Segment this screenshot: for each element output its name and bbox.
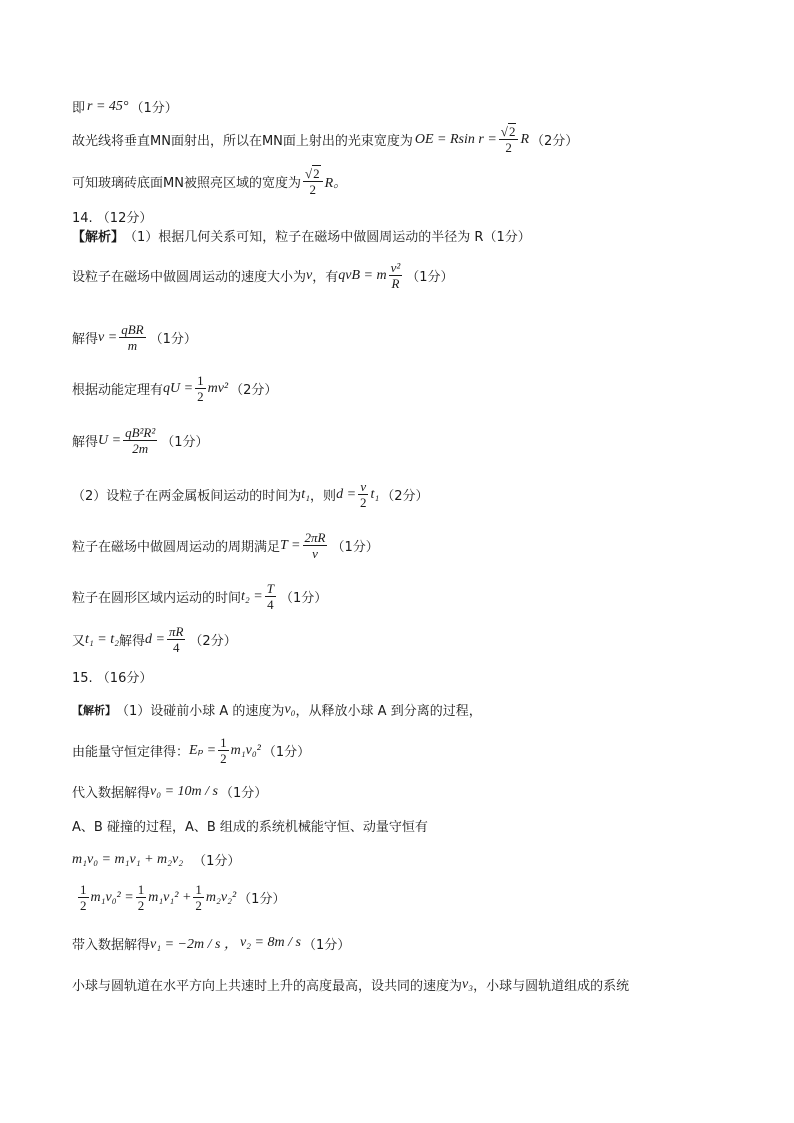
score: （1分） bbox=[193, 854, 241, 869]
equation: v₂ = 8m / s bbox=[239, 935, 301, 950]
score: （2分） bbox=[230, 383, 278, 398]
text: 设粒子在磁场中做圆周运动的速度大小为 bbox=[72, 270, 307, 285]
fraction bbox=[167, 624, 185, 655]
fraction bbox=[265, 581, 276, 612]
text: 代入数据解得 bbox=[72, 786, 151, 801]
score: （1分） bbox=[130, 101, 178, 116]
fraction bbox=[119, 322, 145, 353]
denominator: 2 bbox=[505, 140, 512, 155]
score: （2分） bbox=[189, 634, 237, 649]
equation: v = bbox=[98, 329, 118, 345]
equation: d = bbox=[336, 486, 357, 502]
text: 故光线将垂直MN面射出，所以在MN面上射出的光束宽度为 bbox=[72, 134, 413, 149]
score: （2分） bbox=[381, 489, 429, 504]
text: ，有 bbox=[312, 270, 339, 285]
numerator: πR bbox=[168, 624, 184, 639]
line-9 bbox=[72, 425, 209, 456]
denominator: m bbox=[127, 338, 138, 353]
line-7 bbox=[72, 322, 197, 353]
text: 小球与圆轨道在水平方向上共速时上升的高度最高，设共同的速度为 bbox=[72, 979, 463, 994]
text: A、B 碰撞的过程，A、B 组成的系统机械能守恒、动量守恒有 bbox=[72, 820, 428, 835]
numerator: v² bbox=[390, 260, 401, 275]
numerator: √2 bbox=[499, 124, 519, 140]
denominator: 2 bbox=[309, 182, 317, 197]
equation: d = bbox=[145, 631, 165, 647]
score: （2分） bbox=[531, 134, 579, 149]
equation: v₁ = −2m / s ， bbox=[150, 937, 238, 952]
denominator: 4 bbox=[172, 640, 180, 655]
score: （1分） bbox=[302, 937, 351, 953]
denominator: 2 bbox=[80, 898, 87, 913]
variable: v₀ bbox=[284, 701, 296, 717]
text: 粒子在磁场中做圆周运动的周期满足 bbox=[72, 540, 281, 555]
equation-tail: m₁v₀² bbox=[230, 742, 261, 758]
text: 又 bbox=[72, 634, 86, 649]
line-13 bbox=[72, 624, 237, 655]
text: 可知玻璃砖底面MN被照亮区域的宽度为 bbox=[72, 176, 301, 191]
fraction bbox=[195, 373, 206, 404]
text: 由能量守恒定律得： bbox=[72, 745, 190, 760]
equation-tail: R。 bbox=[324, 175, 348, 191]
denominator: 2 bbox=[137, 898, 145, 913]
line-12 bbox=[72, 581, 327, 612]
text: ，从释放小球 A 到分离的过程， bbox=[295, 704, 482, 719]
numerator: qB²R² bbox=[125, 425, 156, 440]
numerator: 1 bbox=[197, 373, 204, 388]
text: 粒子在圆形区域内运动的时间 bbox=[72, 591, 242, 606]
score: （1分） bbox=[279, 591, 328, 606]
fraction bbox=[303, 166, 323, 197]
section-title: 15. （16分） bbox=[72, 671, 153, 686]
score: （1分） bbox=[262, 745, 311, 760]
line-15 bbox=[72, 700, 482, 719]
fraction bbox=[193, 882, 204, 913]
denominator: 2m bbox=[132, 441, 149, 456]
line-19 bbox=[72, 850, 240, 869]
equation: U = bbox=[98, 432, 122, 448]
equation: v₀ = 10m / s bbox=[150, 783, 218, 799]
line-1 bbox=[72, 97, 178, 116]
variable: v₃ bbox=[462, 976, 474, 992]
equation: m₁v₀² = bbox=[90, 889, 134, 905]
line-8 bbox=[72, 373, 277, 404]
fraction bbox=[499, 124, 519, 155]
line-14 bbox=[72, 667, 152, 686]
text: ，小球与圆轨道组成的系统 bbox=[473, 979, 630, 994]
line-20 bbox=[76, 882, 285, 913]
numerator: √2 bbox=[303, 166, 323, 182]
numerator: T bbox=[266, 581, 274, 596]
score: （1分） bbox=[238, 892, 286, 907]
equation: t₁ = t₂ bbox=[85, 631, 119, 647]
text: 解得 bbox=[72, 332, 99, 347]
equation: Eₚ = bbox=[189, 743, 217, 758]
denominator: 2 bbox=[197, 389, 204, 404]
denominator: 2 bbox=[195, 898, 202, 913]
line-4 bbox=[72, 207, 152, 226]
fraction bbox=[218, 735, 229, 766]
line-22 bbox=[72, 975, 629, 994]
line-17 bbox=[72, 782, 267, 801]
variable: t₁ bbox=[301, 486, 311, 502]
denominator: 2 bbox=[360, 495, 367, 510]
score: （1分） bbox=[220, 786, 268, 801]
text: 即 bbox=[72, 101, 86, 116]
line-11 bbox=[72, 530, 379, 561]
equation-tail: t₁ bbox=[370, 486, 380, 502]
fraction bbox=[78, 882, 89, 913]
text: （2）设粒子在两金属板间运动的时间为 bbox=[72, 489, 302, 504]
fraction bbox=[303, 530, 328, 561]
equation: t₂ = bbox=[241, 588, 263, 604]
line-10 bbox=[72, 479, 429, 510]
score: （1分） bbox=[406, 270, 454, 285]
equation: m₁v₁² + bbox=[148, 889, 192, 905]
line-2 bbox=[72, 124, 578, 155]
line-16 bbox=[72, 735, 310, 766]
equation: OE = Rsin r = bbox=[414, 131, 497, 147]
text: 解得 bbox=[72, 435, 99, 450]
equation: qU = bbox=[163, 380, 194, 396]
score: （1分） bbox=[331, 540, 379, 555]
equation: T = bbox=[280, 537, 301, 553]
text: （1）设碰前小球 A 的速度为 bbox=[116, 704, 285, 719]
denominator: 4 bbox=[267, 597, 274, 612]
fraction bbox=[389, 260, 403, 291]
equation: m₁v₀ = m₁v₁ + m₂v₂ bbox=[72, 851, 184, 867]
equation-tail: mv² bbox=[207, 380, 229, 396]
numerator: 1 bbox=[80, 882, 87, 897]
text: 解得 bbox=[118, 634, 145, 649]
text: 根据动能定理有 bbox=[72, 383, 164, 398]
numerator: 1 bbox=[137, 882, 145, 897]
fraction bbox=[123, 425, 157, 456]
text: ，则 bbox=[310, 489, 337, 504]
denominator: v bbox=[312, 546, 318, 561]
numerator: qBR bbox=[121, 322, 144, 337]
variable: v bbox=[306, 267, 313, 283]
score: （1分） bbox=[149, 332, 197, 347]
equation-tail: R bbox=[520, 131, 529, 147]
section-title: 14. （12分） bbox=[72, 211, 153, 226]
denominator: 2 bbox=[220, 751, 227, 766]
analysis-tag: 【解析】 bbox=[72, 703, 116, 717]
numerator: v bbox=[360, 479, 367, 494]
numerator: 2πR bbox=[304, 530, 326, 545]
text: 带入数据解得 bbox=[72, 937, 151, 953]
text: （1）根据几何关系可知，粒子在磁场中做圆周运动的半径为 R（1分） bbox=[124, 230, 531, 245]
line-5 bbox=[72, 226, 531, 245]
numerator: 1 bbox=[220, 735, 227, 750]
line-3 bbox=[72, 166, 347, 197]
fraction bbox=[136, 882, 147, 913]
line-6 bbox=[72, 260, 454, 291]
equation: m₂v₂² bbox=[205, 889, 237, 905]
fraction bbox=[358, 479, 369, 510]
analysis-tag: 【解析】 bbox=[72, 230, 125, 245]
score: （1分） bbox=[161, 435, 209, 450]
line-21 bbox=[72, 933, 350, 953]
equation: qvB = m bbox=[338, 267, 387, 283]
line-18 bbox=[72, 816, 428, 835]
denominator: R bbox=[391, 276, 400, 291]
numerator: 1 bbox=[195, 882, 202, 897]
equation: r = 45° bbox=[87, 98, 129, 114]
